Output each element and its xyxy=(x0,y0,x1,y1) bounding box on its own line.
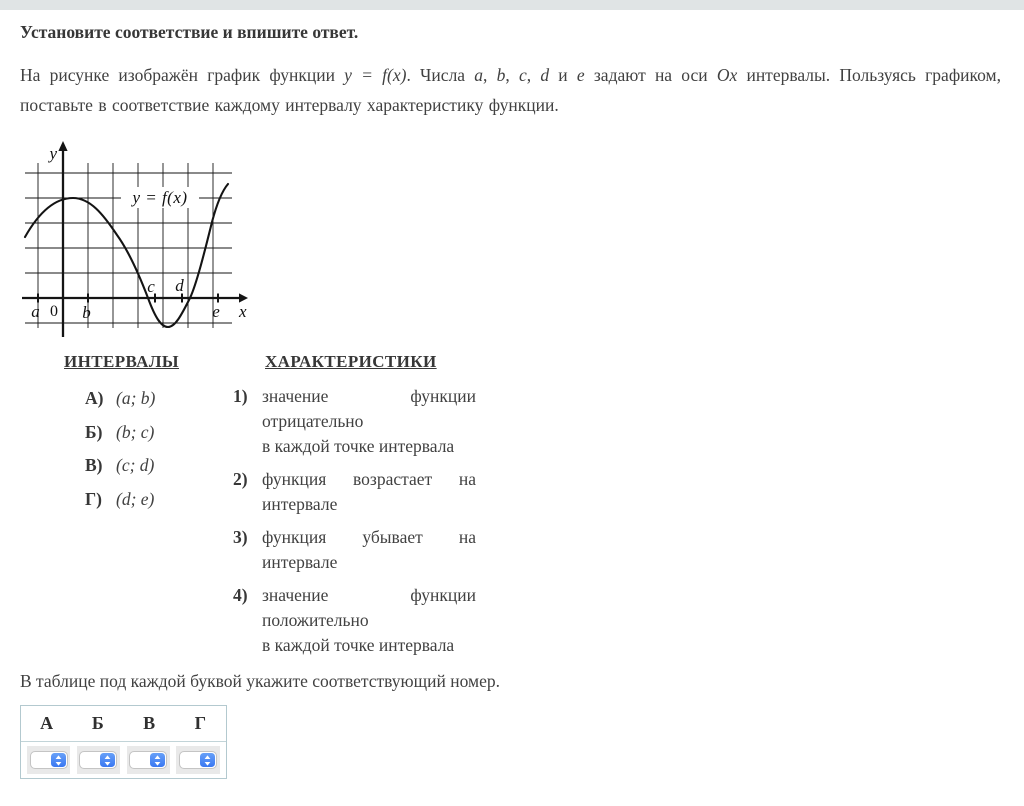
point-d-label: d xyxy=(175,276,184,295)
point-b-label: b xyxy=(82,303,91,322)
answer-table xyxy=(20,705,227,779)
characteristics-header: ХАРАКТЕРИСТИКИ xyxy=(265,352,437,371)
interval-value: (c; d) xyxy=(116,455,155,475)
intervals-list xyxy=(85,388,155,522)
characteristic-line: в каждой точке интервала xyxy=(262,635,455,655)
interval-item-v xyxy=(85,455,155,475)
interval-item-a xyxy=(85,388,155,408)
page-title: Установите соответствие и впишите ответ. xyxy=(20,22,359,42)
characteristic-number: 4) xyxy=(233,585,248,605)
x-axis-label: x xyxy=(239,302,247,321)
top-border-strip xyxy=(0,0,1024,10)
answer-select-v[interactable] xyxy=(129,751,167,769)
answer-column-a: А xyxy=(40,713,54,733)
answer-column-g: Г xyxy=(194,713,207,733)
answer-select-g[interactable] xyxy=(179,751,217,769)
interval-value: (d; e) xyxy=(116,488,155,509)
characteristic-line: значение функции xyxy=(262,386,476,406)
characteristic-line: положительно xyxy=(262,610,369,630)
characteristic-line: интервале xyxy=(262,552,338,572)
point-e-label: e xyxy=(212,302,220,321)
interval-letter: А) xyxy=(85,388,104,408)
answer-select-b[interactable] xyxy=(79,751,117,769)
y-axis-label: y xyxy=(49,144,57,163)
characteristic-number: 3) xyxy=(233,527,248,547)
answer-select-a[interactable] xyxy=(30,751,68,769)
interval-value: (a; b) xyxy=(116,388,156,408)
answer-column-b: Б xyxy=(91,713,104,733)
intervals-header: ИНТЕРВАЛЫ xyxy=(64,352,180,371)
interval-value: (b; c) xyxy=(116,421,155,442)
characteristic-line: функция убывает на xyxy=(262,527,476,547)
function-graph-figure xyxy=(20,140,250,345)
answer-table-header xyxy=(21,706,226,742)
characteristic-number: 2) xyxy=(233,469,248,489)
problem-statement xyxy=(20,61,1001,120)
curve-equation-label: y = f(x) xyxy=(132,188,188,207)
up-down-stepper-icon xyxy=(150,753,165,767)
characteristic-line: отрицательно xyxy=(262,411,364,431)
answer-cell-a xyxy=(27,746,70,774)
answer-cell-v xyxy=(127,746,170,774)
up-down-stepper-icon xyxy=(200,753,215,767)
table-instruction: В таблице под каждой буквой укажите соответствующий номер. xyxy=(20,671,500,691)
answer-cell-b xyxy=(77,746,120,774)
problem-statement-line-2: поставьте в соответствие каждому интервалу характеристику функции. xyxy=(20,94,559,115)
characteristic-number: 1) xyxy=(233,386,248,406)
interval-letter: Г) xyxy=(85,488,102,509)
characteristic-item-3 xyxy=(233,525,476,575)
origin-label: 0 xyxy=(50,303,58,320)
interval-item-b xyxy=(85,422,155,442)
point-c-label: c xyxy=(147,277,155,296)
characteristic-line: в каждой точке интервала xyxy=(262,436,455,456)
characteristic-line: значение функции xyxy=(262,585,476,605)
up-down-stepper-icon xyxy=(51,753,66,767)
answer-cell-g xyxy=(176,746,219,774)
characteristics-list xyxy=(233,384,476,666)
characteristic-item-1 xyxy=(233,384,476,459)
answer-column-v: В xyxy=(143,713,156,733)
answer-select-row xyxy=(21,742,226,778)
characteristic-item-4 xyxy=(233,583,476,658)
up-down-stepper-icon xyxy=(100,753,115,767)
characteristic-line: интервале xyxy=(262,494,338,514)
interval-letter: Б) xyxy=(85,421,103,442)
y-axis-arrow-icon xyxy=(58,141,67,151)
interval-letter: В) xyxy=(85,455,103,475)
problem-statement-line-1: На рисунке изображён график функции y = f(x). Числа a, b, c, d и e задают на оси Ox интервалы. Пользуясь графиком, xyxy=(20,65,1001,85)
interval-item-g xyxy=(85,489,155,509)
characteristic-line: функция возрастает на xyxy=(262,469,476,489)
characteristic-item-2 xyxy=(233,467,476,517)
point-a-label: a xyxy=(31,302,40,321)
